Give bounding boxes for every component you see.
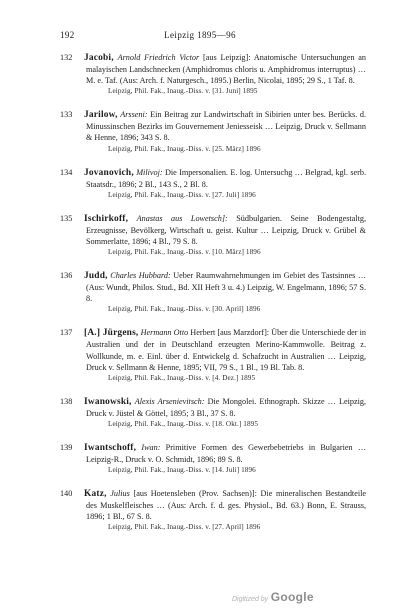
bibliography-entry [60,109,366,153]
bibliography-entries [60,52,366,545]
entry-author-surname: Iwantschoff, [84,442,137,453]
entry-title-and-imprint: Die Impersonalien. E. log. Untersuchg … Belgrad, kgl. serb. Staatsdr., 1896; 2 Bl., 143 S., 2 Bl. 8. [86,167,367,189]
entry-citation [86,52,366,86]
running-header [0,30,400,44]
entry-title-and-imprint: Ein Beitrag zur Landwirtschaft in Sibirien unter bes. Berücks. d. Minussinschen Bezirks im Gouvernement Jeniesseisk … Leipzig, Druck v. Sellmann & Henne, 1896; 343 S. 8. [86,110,366,143]
entry-author-surname: Katz, [84,489,107,500]
entry-dissertation-note: Leipzig, Phil. Fak., Inaug.-Diss. v. [14. Juli] 1896 [108,466,256,475]
bibliography-entry [60,488,366,532]
entry-title-and-imprint: Die Mongolei. Ethnograph. Skizze … Leipzig, Druck v. Jüstel & Göttel, 1895; 3 Bl., 37 S. 8. [86,396,366,418]
entry-number: 132 [60,53,73,62]
google-logo: Google [270,590,314,604]
entry-number: 137 [60,328,73,338]
bibliography-entry [60,270,366,314]
entry-author-surname: Jacobi, [84,53,114,63]
entry-title-and-imprint: [aus Leipzig]: Anatomische Untersuchungen an malayischen Landschnecken (Amphidromus chloris u. Amphidromus interruptus) … M. e. Taf. (Aus: Arch. f. Naturgesch., 1895.) Berlin, Nicolai, 1895; 29 S., 1 Taf. 8. [86,53,367,86]
entry-number: 134 [60,167,73,177]
entry-citation [86,327,366,372]
entry-number: 133 [60,110,73,120]
entry-title-and-imprint: Südbulgarien. Seine Bodengestaltg, Erzeugnisse, Bevölkerg, Wirtschaft u. geist. Kultur … Leipzig, Druck v. Grübel & Sommerlatte, 1896; 4 Bl., 79 S. 8. [86,213,366,246]
entry-author-surname: Jovanovich, [84,167,134,178]
bibliography-entry [60,442,366,475]
bibliography-entry [60,327,366,382]
page-number: 192 [60,30,75,40]
entry-citation [86,396,366,419]
bibliography-entry [60,167,366,200]
entry-citation [86,109,366,143]
watermark-prefix: Digitized by [232,596,269,603]
bibliography-entry [60,52,366,96]
entry-title-and-imprint: Primitive Formen des Gewerbebetriebs in Bulgarien … Leipzig-R., Druck v. O. Schmidt, 1896; 89 S. 8. [86,442,367,464]
bibliography-entry [60,213,366,257]
entry-citation [86,167,366,190]
entry-citation [86,488,366,522]
entry-author-forename: Milivoj: [136,167,163,177]
entry-citation [86,270,366,304]
entry-author-surname: Iwanowski, [84,396,132,407]
entry-dissertation-note: Leipzig, Phil. Fak., Inaug.-Diss. v. [10. März] 1896 [108,248,261,257]
entry-dissertation-note: Leipzig, Phil. Fak., Inaug.-Diss. v. [27. April] 1896 [108,523,261,532]
entry-author-forename: Arsseni: [120,110,148,120]
entry-author-surname: Ischirkoff, [84,213,129,224]
bibliography-entry [60,396,366,429]
entry-number: 135 [60,213,73,223]
entry-title-and-imprint: Ueber Raumwahrnehmungen im Gebiet des Tastsinnes … (Aus: Wundt, Philos. Stud., Bd. XII Heft 3 u. 4.) Leipzig, W. Engelmann, 1896; 57 S. 8. [86,271,367,304]
entry-author-forename: Alexis Arsenievitsch: [134,396,205,406]
entry-author-surname: Jarilow, [84,110,118,121]
entry-number: 139 [60,442,73,452]
entry-number: 138 [60,396,73,406]
entry-author-forename: Iwan: [141,442,161,452]
entry-author-surname: [A.] Jürgens, [84,328,139,339]
entry-dissertation-note: Leipzig, Phil. Fak., Inaug.-Diss. v. [25. März] 1896 [108,144,261,153]
entry-author-forename: Hermann Otto [140,328,189,338]
running-title: Leipzig 1895—96 [164,30,236,40]
entry-dissertation-note: Leipzig, Phil. Fak., Inaug.-Diss. v. [27. Juli] 1896 [108,190,256,199]
entry-author-forename: Arnold Friedrich Victor [117,53,200,62]
entry-number: 136 [60,271,73,281]
entry-number: 140 [60,489,73,499]
entry-citation [86,213,366,247]
entry-author-forename: Charles Hubbard: [110,271,171,281]
entry-citation [86,442,366,465]
entry-author-surname: Judd, [84,271,108,282]
entry-dissertation-note: Leipzig, Phil. Fak., Inaug.-Diss. v. [4. Dez.] 1895 [108,373,256,382]
entry-dissertation-note: Leipzig, Phil. Fak., Inaug.-Diss. v. [30. April] 1896 [108,305,261,314]
entry-title-and-imprint: Herbert [aus Marzdorf]: Über die Unterschiede der in Australien und der in Deutschland erzeugten Merino-Kammwolle. Beitrag z. Wollkunde, m. e. Einl. über d. Entwickelg d. Schafzucht in Australien … Leipzig, Druck v. Sellmann & Henne, 1895; VII, 79 S., 1 Bl., 19 Bl. Tab. 8. [86,328,366,372]
entry-dissertation-note: Leipzig, Phil. Fak., Inaug.-Diss. v. [31. Juni] 1895 [108,87,258,96]
entry-author-forename: Julius [110,489,130,499]
entry-author-forename: Anastas aus Lowetsch]: [136,213,228,223]
entry-title-and-imprint: [aus Hoetensleben (Prov. Sachsen)]: Die mineralischen Bestandteile des Muskelfleisches … (Aus: Arch. f. d. ges. Physiol., Bd. 63.) Bonn, E. Strauss, 1896; 1 Bl., 67 S. 8. [86,489,367,522]
digitization-watermark [232,590,314,604]
entry-dissertation-note: Leipzig, Phil. Fak., Inaug.-Diss. v. [18. Okt.] 1895 [108,419,259,428]
